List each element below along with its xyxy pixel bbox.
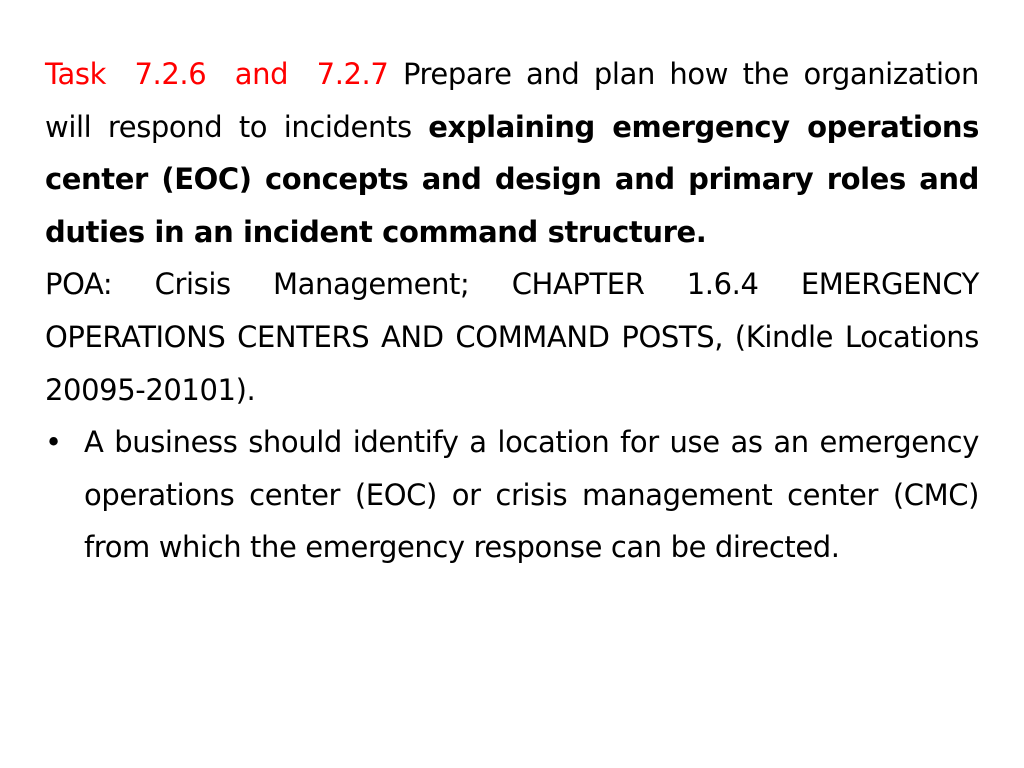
task-label: Task 7.2.6 and 7.2.7 — [45, 57, 389, 91]
slide-content — [45, 48, 979, 574]
task-bold-text: explaining emergency operations center (EOC) concepts and design and primary roles and duties in an incident command structure. — [45, 109, 979, 249]
poa-paragraph: POA: Crisis Management; CHAPTER 1.6.4 EMERGENCY OPERATIONS CENTERS AND COMMAND POSTS, (Kindle Locations 20095-20101). — [45, 267, 979, 407]
list-item — [45, 416, 979, 574]
task-plain-text: Prepare and plan how the organization will respond to incidents — [45, 57, 979, 144]
task-paragraph — [45, 48, 979, 258]
bullet-list — [45, 416, 979, 574]
bullet-text: A business should identify a location for use as an emergency operations center (EOC) or crisis management center (CMC) from which the emergency response can be directed. — [84, 425, 979, 565]
bullet-icon: • — [45, 425, 62, 460]
